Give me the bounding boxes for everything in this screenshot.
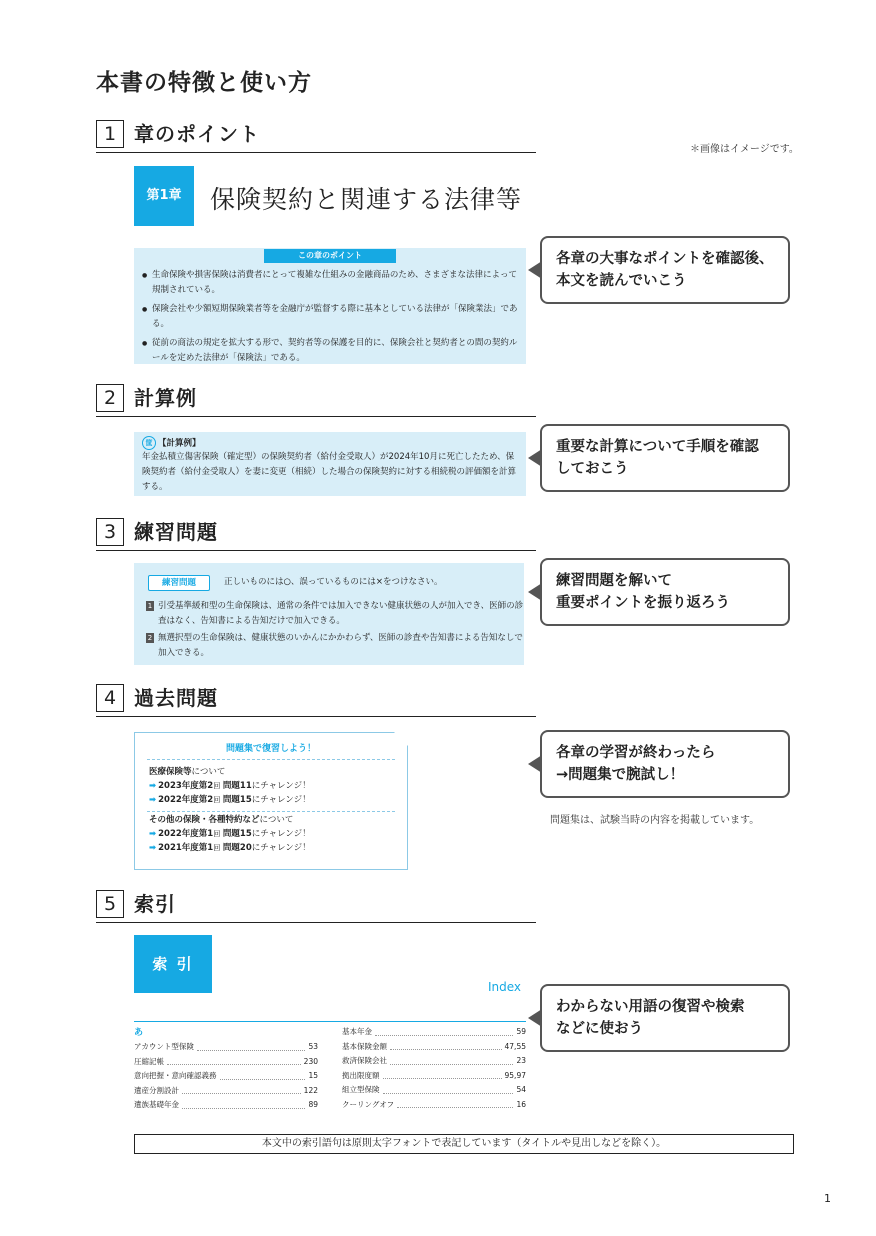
callout-tail bbox=[528, 261, 542, 279]
callout-line: →問題集で腕試し！ bbox=[556, 767, 685, 783]
past-questions-box bbox=[134, 732, 408, 870]
callout-line: などに使おう bbox=[556, 1021, 643, 1037]
callout-5 bbox=[540, 984, 790, 1052]
index-badge: 索 引 bbox=[134, 935, 212, 993]
dashed-divider bbox=[147, 759, 395, 760]
point-item: ● 生命保険や損害保険は消費者にとって複雑な仕組みの金融商品のため、さまざまな法律によって規制されている。 bbox=[142, 268, 520, 298]
past-title: 問題集で復習しよう！ bbox=[225, 744, 316, 754]
section-title: 計算例 bbox=[134, 386, 197, 410]
exercise-instruction: 正しいものには○、誤っているものには×をつけなさい。 bbox=[224, 577, 443, 587]
past-item: ➡ 2021年度第1回 問題20にチャレンジ！ bbox=[149, 843, 311, 853]
section-header-3 bbox=[96, 518, 536, 551]
point-item: ● 保険会社や少額短期保険業者等を金融庁が監督する際に基本としている法律が「保険業法」である。 bbox=[142, 302, 520, 332]
arrow-right-icon: ➡ bbox=[149, 795, 157, 805]
points-list bbox=[142, 268, 520, 370]
calculator-icon: 筐 bbox=[142, 436, 156, 450]
question-text: 引受基準緩和型の生命保険は、通常の条件では加入できない健康状態の人が加入でき、医師の診査はなく、告知書による告知だけで加入できる。 bbox=[158, 601, 524, 626]
image-note: ＊画像はイメージです。 bbox=[690, 144, 799, 155]
past-group-heading: その他の保険・各種特約などについて bbox=[149, 815, 294, 825]
exercise-box bbox=[134, 563, 524, 665]
index-entry: 意向把握・意向確認義務 15 bbox=[134, 1071, 318, 1080]
callout-tail bbox=[528, 449, 542, 467]
chapter-badge: 第1章 bbox=[134, 166, 194, 226]
callout-tail bbox=[528, 1009, 542, 1027]
callout-tail bbox=[528, 583, 542, 601]
exercise-label: 練習問題 bbox=[148, 575, 210, 591]
index-letter: あ bbox=[134, 1028, 144, 1038]
index-entry: 遺族基礎年金 89 bbox=[134, 1100, 318, 1109]
index-column-right bbox=[342, 1025, 526, 1112]
calc-example-box bbox=[134, 432, 526, 496]
index-entry: 圧縮記帳 230 bbox=[134, 1056, 318, 1066]
index-entry: 遺産分割設計 122 bbox=[134, 1085, 318, 1095]
arrow-right-icon: ➡ bbox=[149, 843, 157, 853]
calc-label: 【計算例】 bbox=[158, 438, 201, 449]
callout-1 bbox=[540, 236, 790, 304]
index-entry: 拠出限度額 95,97 bbox=[342, 1070, 526, 1080]
chapter-points-box bbox=[134, 248, 526, 364]
section-header-5 bbox=[96, 890, 536, 923]
index-column-left bbox=[134, 1040, 318, 1113]
section-number: 4 bbox=[96, 684, 124, 712]
index-entry: クーリングオフ 16 bbox=[342, 1099, 526, 1109]
chapter-title: 保険契約と関連する法律等 bbox=[210, 185, 523, 214]
callout-line: 重要な計算について手順を確認 bbox=[556, 439, 759, 455]
callout-line: しておこう bbox=[556, 461, 629, 477]
callout-line: 重要ポイントを振り返ろう bbox=[556, 595, 730, 611]
callout-line: 各章の学習が終わったら bbox=[556, 745, 716, 761]
index-rule bbox=[134, 1021, 526, 1022]
callout-line: 各章の大事なポイントを確認後、 bbox=[556, 251, 774, 267]
past-item: ➡ 2022年度第1回 問題15にチャレンジ！ bbox=[149, 829, 311, 839]
callout-line: 練習問題を解いて bbox=[556, 573, 672, 589]
bottom-note: 本文中の索引語句は原則太字フォントで表記しています（タイトルや見出しなどを除く）。 bbox=[134, 1134, 794, 1154]
callout-2 bbox=[540, 424, 790, 492]
section-title: 練習問題 bbox=[134, 520, 218, 544]
index-entry: 救済保険会社 23 bbox=[342, 1056, 526, 1065]
calc-text: 年金払積立傷害保険（確定型）の保険契約者（給付金受取人）が2024年10月に死亡したため、保険契約者（給付金受取人）を妻に変更（相続）した場合の保険契約に対する相続税の評価額を計算する。 bbox=[142, 452, 517, 492]
section-number: 5 bbox=[96, 890, 124, 918]
page-title: 本書の特徴と使い方 bbox=[96, 70, 312, 96]
callout-4 bbox=[540, 730, 790, 798]
section-title: 過去問題 bbox=[134, 686, 218, 710]
section-number: 1 bbox=[96, 120, 124, 148]
past-note: 問題集は、試験当時の内容を掲載しています。 bbox=[550, 815, 760, 826]
section-title: 章のポイント bbox=[134, 122, 260, 146]
section-header-2 bbox=[96, 384, 536, 417]
callout-line: 本文を読んでいこう bbox=[556, 273, 687, 289]
index-entry: アカウント型保険 53 bbox=[134, 1042, 318, 1051]
past-group-heading: 医療保険等について bbox=[149, 767, 226, 777]
callout-line: わからない用語の復習や検索 bbox=[556, 999, 745, 1015]
past-item: ➡ 2023年度第2回 問題11にチャレンジ！ bbox=[149, 781, 311, 791]
callout-3 bbox=[540, 558, 790, 626]
question-number: 1 bbox=[147, 602, 153, 610]
section-header-1 bbox=[96, 120, 536, 153]
arrow-right-icon: ➡ bbox=[149, 781, 157, 791]
page-number: 1 bbox=[824, 1192, 831, 1205]
past-item: ➡ 2022年度第2回 問題15にチャレンジ！ bbox=[149, 795, 311, 805]
index-english-label: Index bbox=[488, 980, 522, 994]
index-entry: 組立型保険 54 bbox=[342, 1085, 526, 1094]
question-number: 2 bbox=[147, 634, 153, 642]
index-entry: 基本年金 59 bbox=[342, 1027, 526, 1036]
exercise-question bbox=[146, 599, 528, 629]
dashed-divider bbox=[147, 811, 395, 812]
section-number: 2 bbox=[96, 384, 124, 412]
section-title: 索引 bbox=[134, 892, 176, 916]
points-label: この章のポイント bbox=[264, 249, 396, 263]
section-header-4 bbox=[96, 684, 536, 717]
exercise-question bbox=[146, 631, 528, 661]
callout-tail bbox=[528, 755, 542, 773]
index-entry: 基本保険金額 47,55 bbox=[342, 1041, 526, 1051]
point-item: ● 従前の商法の規定を拡大する形で、契約者等の保護を目的に、保険会社と契約者との間の契約ルールを定めた法律が「保険法」である。 bbox=[142, 336, 520, 366]
section-number: 3 bbox=[96, 518, 124, 546]
question-text: 無選択型の生命保険は、健康状態のいかんにかかわらず、医師の診査や告知書による告知なしで加入できる。 bbox=[158, 633, 523, 658]
arrow-right-icon: ➡ bbox=[149, 829, 157, 839]
